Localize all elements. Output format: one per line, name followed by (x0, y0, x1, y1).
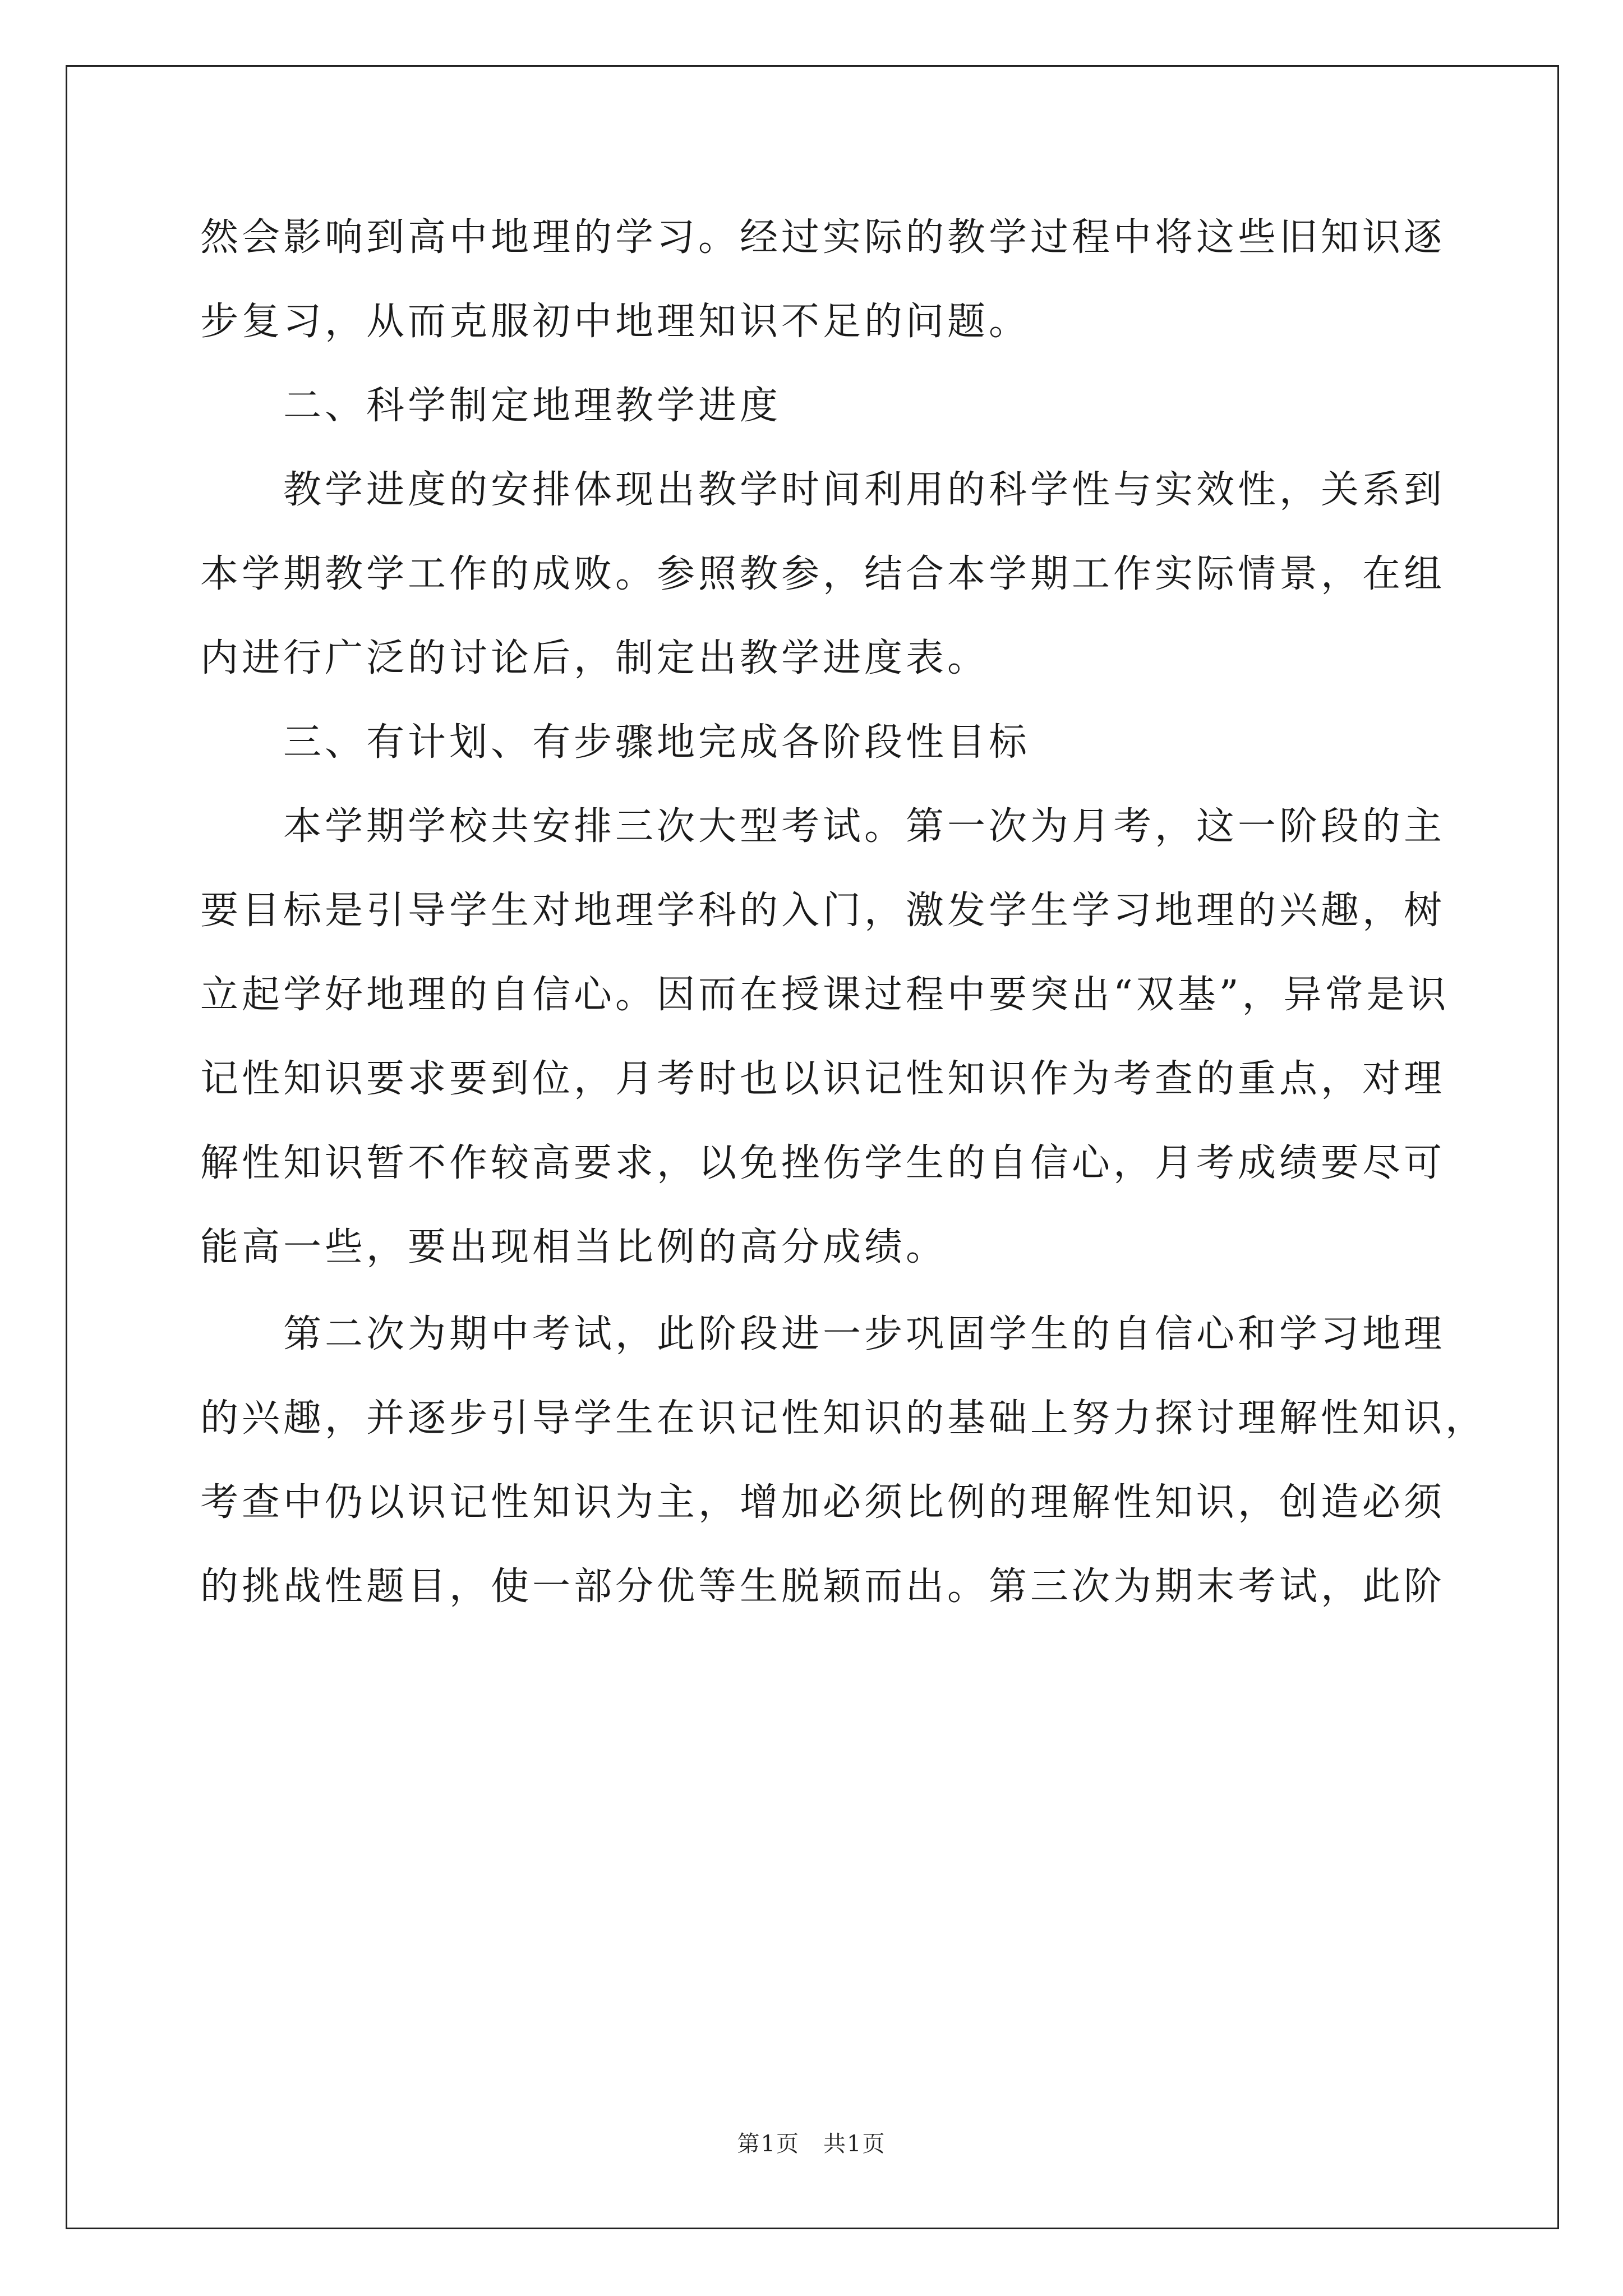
text-line: 要目标是引导学生对地理学科的入门，激发学生学习地理的兴趣，树 (200, 889, 1446, 933)
text-line: 内进行广泛的讨论后，制定出教学进度表。 (200, 636, 989, 680)
text-line: 本学期学校共安排三次大型考试。第一次为月考，这一阶段的主 (283, 804, 1446, 849)
section-heading: 三、有计划、有步骤地完成各阶段性目标 (283, 720, 1031, 765)
text-line: 教学进度的安排体现出教学时间利用的科学性与实效性，关系到 (283, 468, 1446, 512)
section-heading: 二、科学制定地理教学进度 (283, 384, 782, 428)
text-line: 第二次为期中考试，此阶段进一步巩固学生的自信心和学习地理 (283, 1312, 1446, 1356)
text-line: 步复习，从而克服初中地理知识不足的问题。 (200, 300, 1031, 344)
text-line: 的挑战性题目，使一部分优等生脱颖而出。第三次为期末考试，此阶 (200, 1565, 1446, 1609)
text-line: 考查中仍以识记性知识为主，增加必须比例的理解性知识，创造必须 (200, 1480, 1446, 1525)
text-line: 记性知识要求要到位，月考时也以识记性知识作为考查的重点，对理 (200, 1057, 1446, 1101)
text-line: 解性知识暂不作较高要求，以免挫伤学生的自信心，月考成绩要尽可 (200, 1141, 1446, 1185)
text-line: 本学期教学工作的成败。参照教参，结合本学期工作实际情景，在组 (200, 552, 1446, 596)
page-number: 第1页 共1页 (737, 2131, 886, 2157)
text-line: 立起学好地理的自信心。因而在授课过程中要突出“双基”，异常是识 (200, 973, 1450, 1017)
text-line: 的兴趣，并逐步引导学生在识记性知识的基础上努力探讨理解性知识， (200, 1396, 1487, 1441)
text-line: 然会影响到高中地理的学习。经过实际的教学过程中将这些旧知识逐 (200, 215, 1446, 260)
text-line: 能高一些，要出现相当比例的高分成绩。 (200, 1225, 948, 1269)
